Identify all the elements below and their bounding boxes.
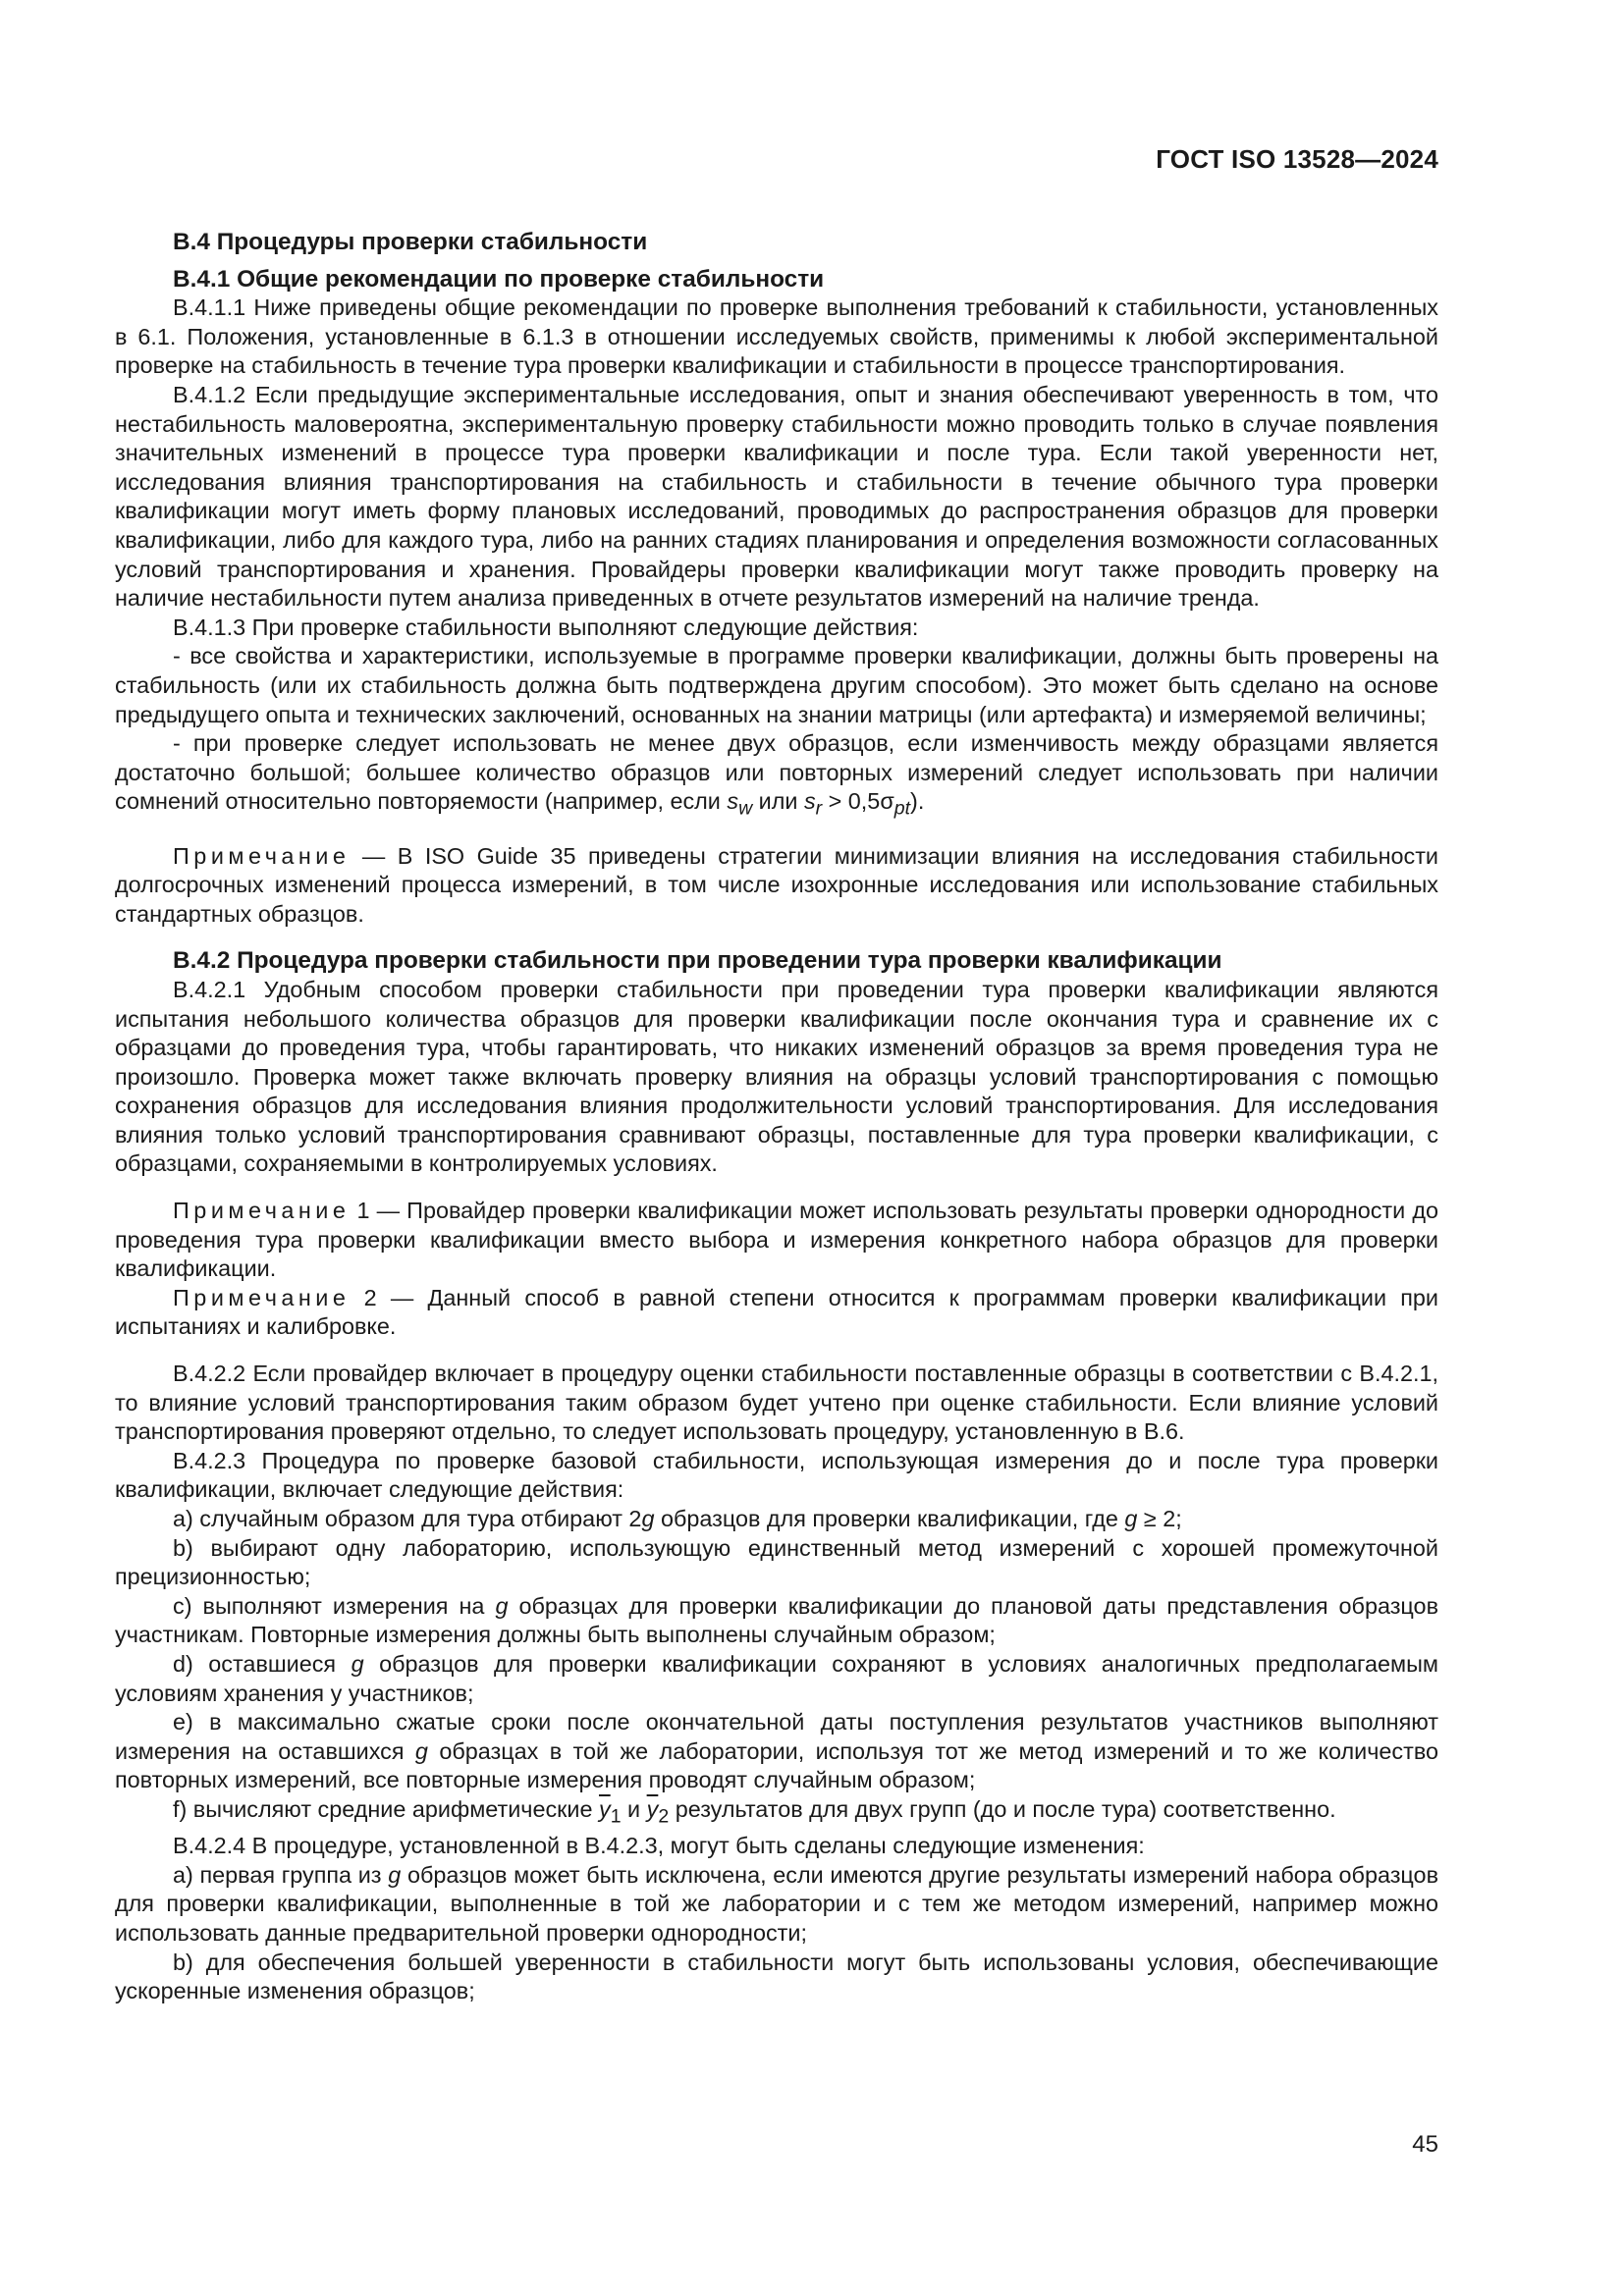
subsection-title-b41: В.4.1 Общие рекомендации по проверке стабильности [173,265,825,293]
paragraph-b422: В.4.2.2 Если провайдер включает в процедуру оценки стабильности поставленные образцы в соответствии с В.4.2.1, то влияние условий транспортирования таким образом будет учтено при оценке стабильности. Если влияние условий транспортирования проверяют отдельно, то следует использовать процедуру, установленную в В.6. [115,1361,1438,1445]
list-item-e: e) в максимально сжатые сроки после окончательной даты поступления результатов участников выполняют измерения на оставшихся g образцах в той же лаборатории, используя тот же метод измерений и то же количество повторных измерений, все повторные измерения проводят случайным образом; [115,1709,1438,1793]
document-header: ГОСТ ISO 13528—2024 [1156,144,1438,174]
list-item-samples: - при проверке следует использовать не менее двух образцов, если изменчивость между образцами является достаточно большой; большее количество образцов или повторных измерений следует использовать при наличии сомнений относительно повторяемости (например, если $s_w$ или $s_r > 0,5\sigma_{pt}$). [115,730,1438,820]
list-item-c: c) выполняют измерения на g образцах для проверки квалификации до плановой даты представления образцов участникам. Повторные измерения должны быть выполнены случайным образом; [115,1592,1438,1648]
note-2: Примечание 2 — Данный способ в равной степени относится к программам проверки квалификации при испытаниях и калибровке. [115,1284,1438,1340]
paragraph-b423: В.4.2.3 Процедура по проверке базовой стабильности, использующая измерения до и после тура проверки квалификации, включает следующие действия: [115,1447,1438,1503]
paragraph-b421: В.4.2.1 Удобным способом проверки стабильности при проведении тура проверки квалификации являются испытания небольшого количества образцов для проверки квалификации после окончания тура и сравнение их с образцами до проведения тура, чтобы гарантировать, что никаких изменений образцов за время проведения тура не произошло. Проверка может также включать проверку влияния на образцы условий транспортирования с помощью сохранения образцов для исследования влияния продолжительности условий транспортирования. Для исследования влияния только условий транспортирования сравнивают образцы, поставленные для тура проверки квалификации, с образцами, сохраняемыми в контролируемых условиях. [115,976,1438,1177]
list-item-d: d) оставшиеся g образцов для проверки квалификации сохраняют в условиях аналогичных предполагаемым условиям хранения у участников; [115,1650,1438,1706]
list-item-a2: a) первая группа из g образцов может быть исключена, если имеются другие результаты измерений набора образцов для проверки квалификации, выполненные в той же лаборатории и с тем же методом измерений, например можно использовать данные предварительной проверки однородности; [115,1861,1438,1946]
paragraph-b413: В.4.1.3 При проверке стабильности выполняют следующие действия: [173,614,919,640]
subsection-title-b42: В.4.2 Процедура проверки стабильности при проведении тура проверки квалификации [173,947,1222,975]
paragraph-b412: В.4.1.2 Если предыдущие экспериментальные исследования, опыт и знания обеспечивают уверенность в том, что нестабильность маловероятна, экспериментальную проверку стабильности можно проводить только в случае появления значительных изменений в процессе тура проверки квалификации и после тура. Если такой уверенности нет, исследования влияния транспортирования на стабильность и стабильности в течение обычного тура проверки квалификации могут иметь форму плановых исследований, проводимых до распространения образцов для проверки квалификации, либо для каждого тура, либо на ранних стадиях планирования и определения возможности согласованных условий транспортирования и хранения. Провайдеры проверки квалификации могут также проводить проверку на наличие нестабильности путем анализа приведенных в отчете результатов измерений на наличие тренда. [115,381,1438,612]
list-item-b: b) выбирают одну лабораторию, использующую единственный метод измерений с хорошей промежуточной прецизионностью; [115,1534,1438,1590]
section-title: В.4 Процедуры проверки стабильности [173,229,648,255]
list-item-a: a) случайным образом для тура отбирают 2g образцов для проверки квалификации, где g ≥ 2; [173,1506,1182,1532]
paragraph-b411: В.4.1.1 Ниже приведены общие рекомендации по проверке выполнения требований к стабильности, установленных в 6.1. Положения, установленные в 6.1.3 в отношении исследуемых свойств, применимы к любой экспериментальной проверке на стабильность в течение тура проверки квалификации и стабильности в процессе транспортирования. [115,294,1438,379]
list-item-f: f) вычисляют средние арифметические $\overline{y}_1$ и $\overline{y}_2$ результатов для двух групп (до и после тура) соответственно. [173,1795,1336,1828]
note-guide35: Примечание — В ISO Guide 35 приведены стратегии минимизации влияния на исследования стабильности долгосрочных изменений процесса измерений, в том числе изохронные исследования или использование стабильных стандартных образцов. [115,842,1439,927]
page-number: 45 [1412,2131,1438,2158]
page-content [115,228,1438,2006]
paragraph-b424: В.4.2.4 В процедуре, установленной в В.4.2.3, могут быть сделаны следующие изменения: [173,1833,1145,1859]
list-item-b2: b) для обеспечения большей уверенности в стабильности могут быть использованы условия, обеспечивающие ускоренные изменения образцов; [115,1949,1438,2004]
note-1: Примечание 1 — Провайдер проверки квалификации может использовать результаты проверки однородности до проведения тура проверки квалификации вместо выбора и измерения конкретного набора образцов для проверки квалификации. [115,1198,1438,1282]
list-item-properties: - все свойства и характеристики, используемые в программе проверки квалификации, должны быть проверены на стабильность (или их стабильность должна быть подтверждена другим способом). Это может быть сделано на основе предыдущего опыта и технических заключений, основанных на знании матрицы (или артефакта) и измеряемой величины; [115,643,1438,727]
